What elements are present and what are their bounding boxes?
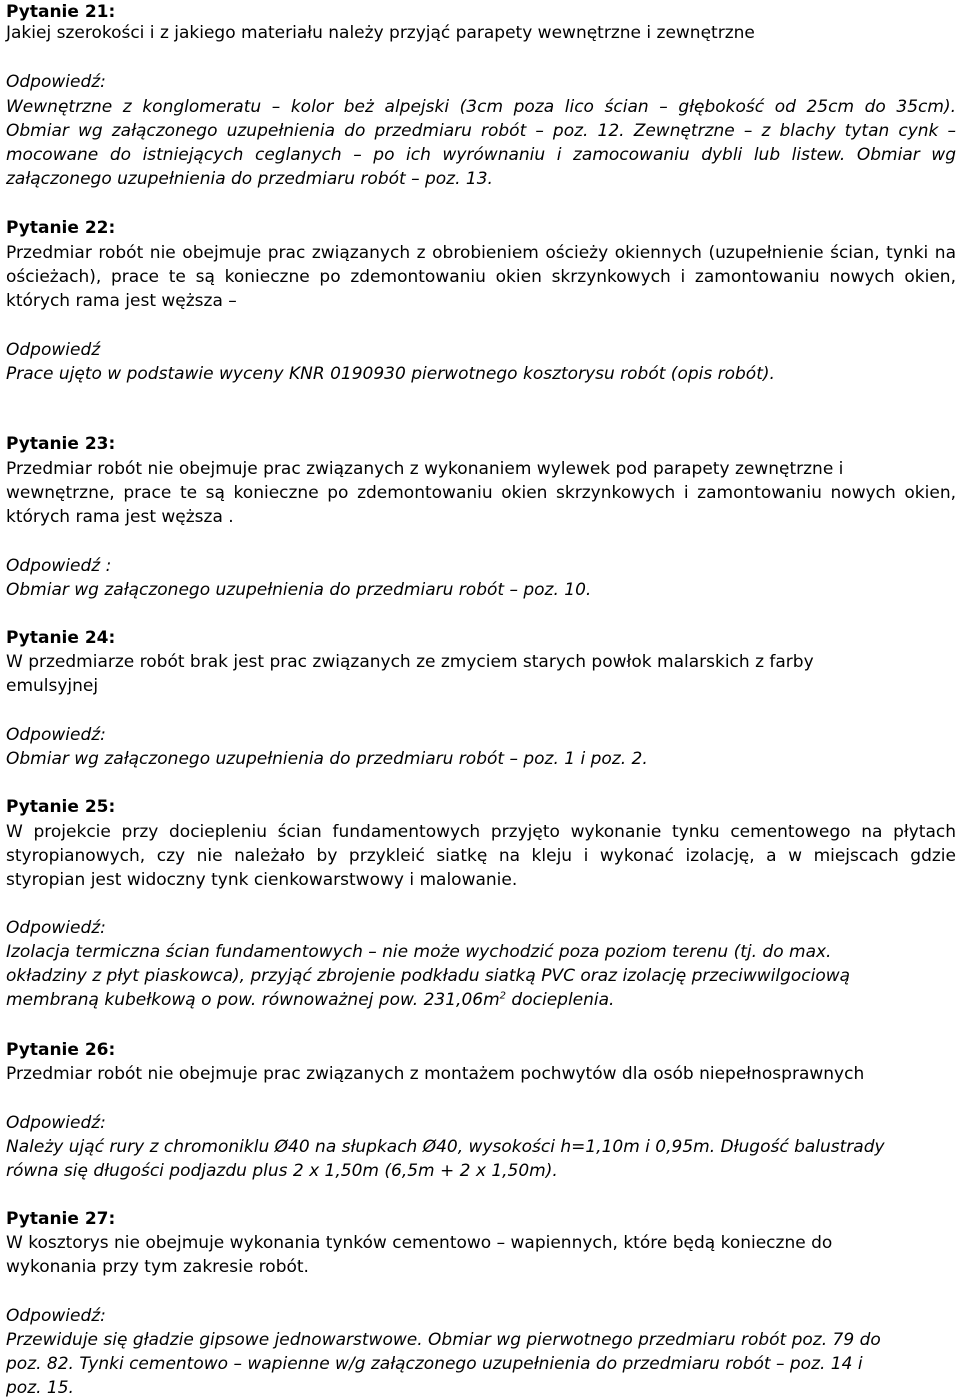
question-text: wewnętrzne, prace te są konieczne po zdemontowaniu okien skrzynkowych i zamontowaniu nowych okien, [6, 483, 956, 503]
question-title: Pytanie 24: [6, 628, 116, 648]
answer-text: Obmiar wg załączonego uzupełnienia do przedmiaru robót – poz. 10. [6, 580, 592, 600]
question-text: Przedmiar robót nie obejmuje prac związanych z obrobieniem ościeży okiennych (uzupełnienie ścian, tynki na [6, 243, 956, 263]
question-text: W projekcie przy dociepleniu ścian fundamentowych przyjęto wykonanie tynku cementowego na płytach [6, 822, 956, 842]
answer-text: mocowane do istniejących ceglanych – po ich wyrównaniu i zamocowaniu dybli lub listew. Obmiar wg [6, 145, 956, 165]
answer-text: załączonego uzupełnienia do przedmiaru robót – poz. 13. [6, 169, 493, 189]
answer-text: membraną kubełkową o pow. równoważnej pow. 231,06m [6, 990, 500, 1010]
answer-label: Odpowiedź [6, 340, 101, 360]
question-text: emulsyjnej [6, 676, 99, 696]
question-title: Pytanie 23: [6, 434, 116, 454]
question-text: ościeżach), prace te są konieczne po zdemontowaniu okien skrzynkowych i zamontowaniu nowych okien, [6, 267, 956, 287]
answer-label: Odpowiedź: [6, 918, 106, 938]
question-text: Przedmiar robót nie obejmuje prac związanych z montażem pochwytów dla osób niepełnosprawnych [6, 1064, 865, 1084]
answer-text: okładziny z płyt piaskowca), przyjąć zbrojenie podkładu siatką PVC oraz izolację przeciwwilgociową [6, 966, 851, 986]
answer-text: Wewnętrzne z konglomeratu – kolor beż alpejski (3cm poza lico ścian – głębokość od 25cm do 35cm). [6, 97, 956, 117]
answer-text-with-sup [6, 988, 614, 1012]
question-text: Jakiej szerokości i z jakiego materiału należy przyjąć parapety wewnętrzne i zewnętrzne [6, 23, 755, 43]
question-text: których rama jest węższa . [6, 507, 234, 527]
answer-text: poz. 15. [6, 1378, 74, 1398]
question-text: styropian jest widoczny tynk cienkowarstwowy i malowanie. [6, 870, 518, 890]
answer-label: Odpowiedź: [6, 72, 106, 92]
answer-text: Obmiar wg załączonego uzupełnienia do przedmiaru robót – poz. 1 i poz. 2. [6, 749, 648, 769]
question-text: których rama jest węższa – [6, 291, 237, 311]
question-text: W przedmiarze robót brak jest prac związanych ze zmyciem starych powłok malarskich z farby [6, 652, 814, 672]
superscript: 2 [499, 990, 507, 1002]
question-title: Pytanie 21: [6, 2, 116, 22]
question-text: Przedmiar robót nie obejmuje prac związanych z wykonaniem wylewek pod parapety zewnętrzne i [6, 459, 844, 479]
answer-text: Izolacja termiczna ścian fundamentowych – nie może wychodzić poza poziom terenu (tj. do max. [6, 942, 832, 962]
answer-text-tail: docieplenia. [506, 990, 615, 1010]
answer-label: Odpowiedź : [6, 556, 112, 576]
answer-text: Obmiar wg załączonego uzupełnienia do przedmiaru robót – poz. 12. Zewnętrzne – z blachy tytan cynk – [6, 121, 956, 141]
answer-text: Przewiduje się gładzie gipsowe jednowarstwowe. Obmiar wg pierwotnego przedmiaru robót poz. 79 do [6, 1330, 881, 1350]
question-text: styropianowych, czy nie należało by przykleić siatkę na kleju i wykonać izolację, a w miejscach gdzie [6, 846, 956, 866]
answer-text: równa się długości podjazdu plus 2 x 1,50m (6,5m + 2 x 1,50m). [6, 1161, 558, 1181]
answer-text: Prace ujęto w podstawie wyceny KNR 0190930 pierwotnego kosztorysu robót (opis robót). [6, 364, 775, 384]
answer-label: Odpowiedź: [6, 1306, 106, 1326]
question-title: Pytanie 27: [6, 1209, 116, 1229]
answer-label: Odpowiedź: [6, 1113, 106, 1133]
question-title: Pytanie 22: [6, 218, 116, 238]
question-title: Pytanie 26: [6, 1040, 116, 1060]
question-title: Pytanie 25: [6, 797, 116, 817]
answer-text: poz. 82. Tynki cementowo – wapienne w/g załączonego uzupełnienia do przedmiaru robót – poz. 14 i [6, 1354, 863, 1374]
answer-text: Należy ująć rury z chromoniklu Ø40 na słupkach Ø40, wysokości h=1,10m i 0,95m. Długość balustrady [6, 1137, 885, 1157]
question-text: wykonania przy tym zakresie robót. [6, 1257, 309, 1277]
answer-label: Odpowiedź: [6, 725, 106, 745]
question-text: W kosztorys nie obejmuje wykonania tynków cementowo – wapiennych, które będą konieczne do [6, 1233, 833, 1253]
